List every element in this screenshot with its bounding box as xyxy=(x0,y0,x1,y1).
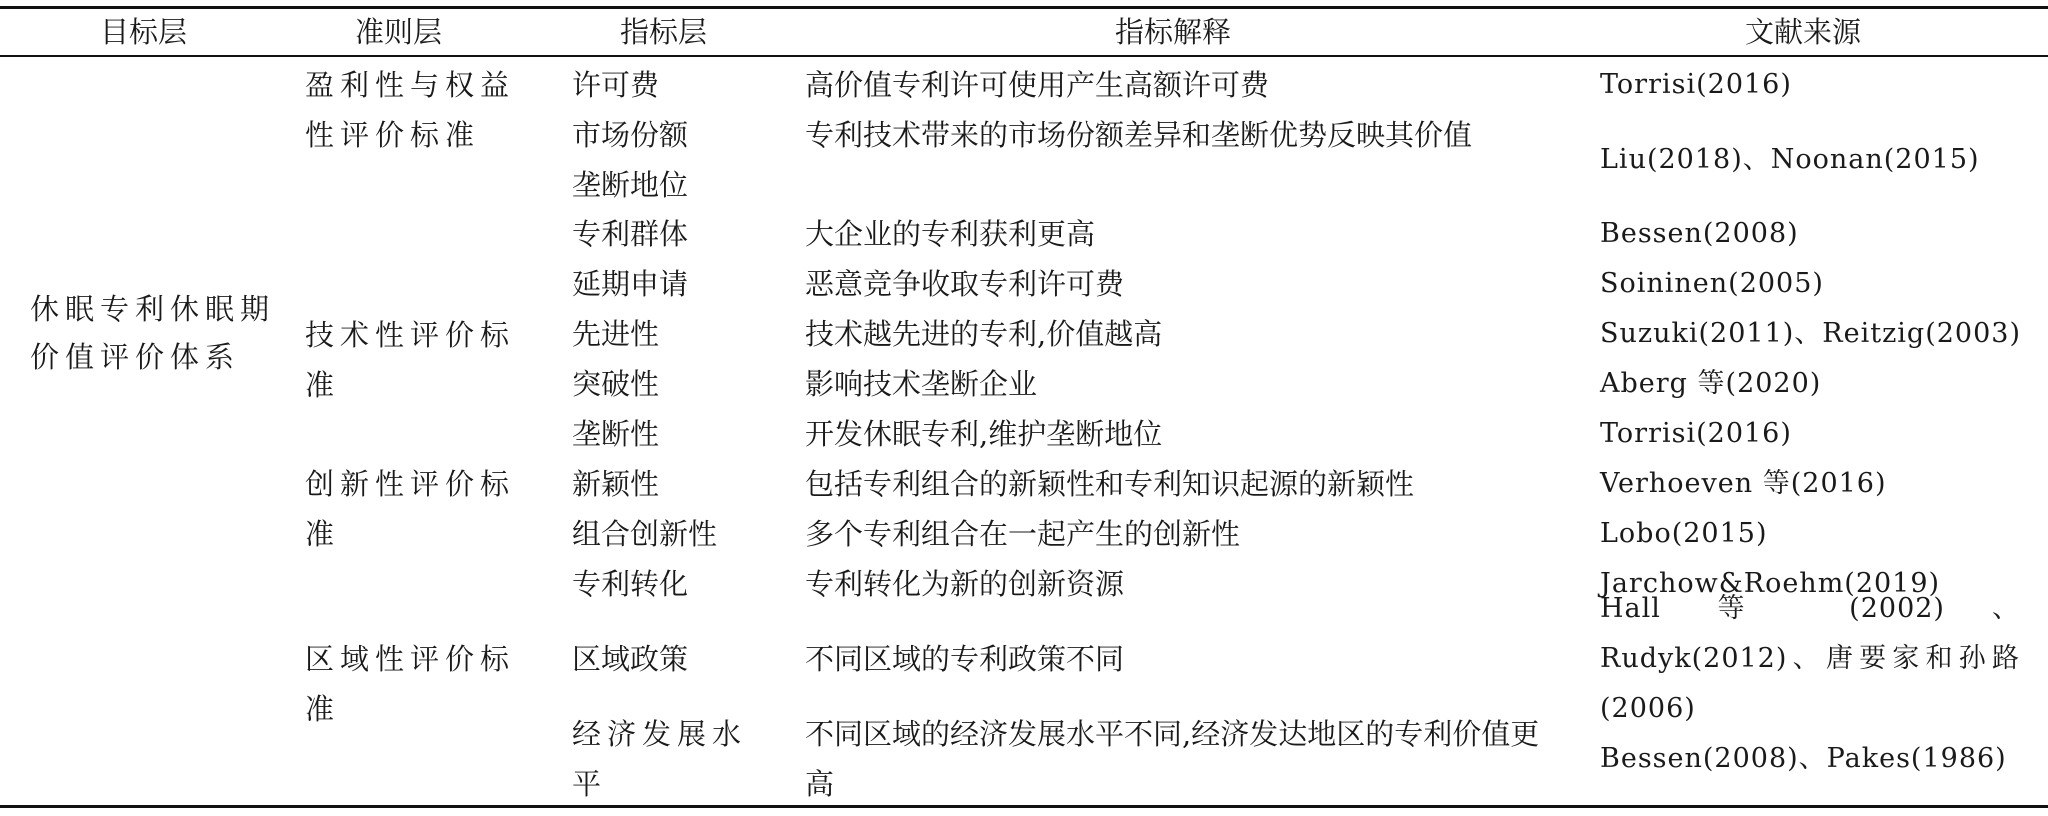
source-advancement: Suzuki(2011)、Reitzig(2003) xyxy=(1600,318,2021,349)
explanation-patent-transformation: 专利转化为新的创新资源 xyxy=(805,567,1125,601)
indicator-patent-group: 专利群体 xyxy=(572,217,689,251)
source-novelty: Verhoeven 等(2016) xyxy=(1600,468,1887,499)
explanation-monopoly: 开发休眠专利,维护垄断地位 xyxy=(805,417,1163,451)
indicator-license-fee: 许可费 xyxy=(572,68,660,102)
criteria-innovation: 创新性评价标准 xyxy=(305,467,516,551)
indicator-combined-innovation: 组合创新性 xyxy=(572,517,718,551)
explanation-economic-development: 不同区域的经济发展水平不同,经济发达地区的专利价值更高 xyxy=(805,717,1540,801)
explanation-market-share: 专利技术带来的市场份额差异和垄断优势反映其价值 xyxy=(805,118,1473,152)
explanation-breakthrough: 影响技术垄断企业 xyxy=(805,367,1038,401)
source-economic-development: Bessen(2008)、Pakes(1986) xyxy=(1600,743,2007,774)
indicator-advancement: 先进性 xyxy=(572,317,660,351)
criteria-regional: 区域性评价标准 xyxy=(305,642,516,726)
source-patent-transformation: Jarchow&Roehm(2019) xyxy=(1600,568,1941,599)
header-target-layer: 目标层 xyxy=(100,15,188,49)
criteria-technical: 技术性评价标准 xyxy=(305,318,516,402)
explanation-novelty: 包括专利组合的新颖性和专利知识起源的新颖性 xyxy=(805,467,1415,501)
source-breakthrough: Aberg 等(2020) xyxy=(1600,368,1822,399)
explanation-regional-policy: 不同区域的专利政策不同 xyxy=(805,642,1125,676)
indicator-market-share: 市场份额垄断地位 xyxy=(572,118,689,202)
target-layer-cell: 休眠专利休眠期价值评价体系 xyxy=(30,292,276,374)
header-literature-source: 文献来源 xyxy=(1745,15,1862,49)
indicator-monopoly: 垄断性 xyxy=(572,417,660,451)
explanation-patent-group: 大企业的专利获利更高 xyxy=(805,217,1096,251)
indicator-patent-transformation: 专利转化 xyxy=(572,567,689,601)
explanation-delayed-application: 恶意竞争收取专利许可费 xyxy=(805,267,1125,301)
criteria-profitability: 盈利性与权益性评价标准 xyxy=(305,68,516,152)
explanation-combined-innovation: 多个专利组合在一起产生的创新性 xyxy=(805,517,1241,551)
source-monopoly: Torrisi(2016) xyxy=(1600,418,1792,449)
explanation-advancement: 技术越先进的专利,价值越高 xyxy=(805,317,1163,351)
indicator-novelty: 新颖性 xyxy=(572,467,660,501)
indicator-delayed-application: 延期申请 xyxy=(572,267,689,301)
source-license-fee: Torrisi(2016) xyxy=(1600,69,1792,100)
source-combined-innovation: Lobo(2015) xyxy=(1600,518,1768,549)
header-criteria-layer: 准则层 xyxy=(355,15,443,49)
header-indicator-layer: 指标层 xyxy=(620,15,708,49)
header-indicator-explanation: 指标解释 xyxy=(1115,15,1232,49)
explanation-license-fee: 高价值专利许可使用产生高额许可费 xyxy=(805,68,1270,102)
source-patent-group: Bessen(2008) xyxy=(1600,218,1799,249)
indicator-economic-development: 经济发展水平 xyxy=(572,717,748,801)
indicator-breakthrough: 突破性 xyxy=(572,367,660,401)
source-market-share: Liu(2018)、Noonan(2015) xyxy=(1600,144,1980,175)
source-regional-policy: Hall 等 (2002)、Rudyk(2012)、唐要家和孙路(2006) xyxy=(1600,593,2020,724)
table-top-rule xyxy=(0,6,2048,9)
source-delayed-application: Soininen(2005) xyxy=(1600,268,1824,299)
table-header-rule xyxy=(0,55,2048,57)
indicator-regional-policy: 区域政策 xyxy=(572,642,689,676)
